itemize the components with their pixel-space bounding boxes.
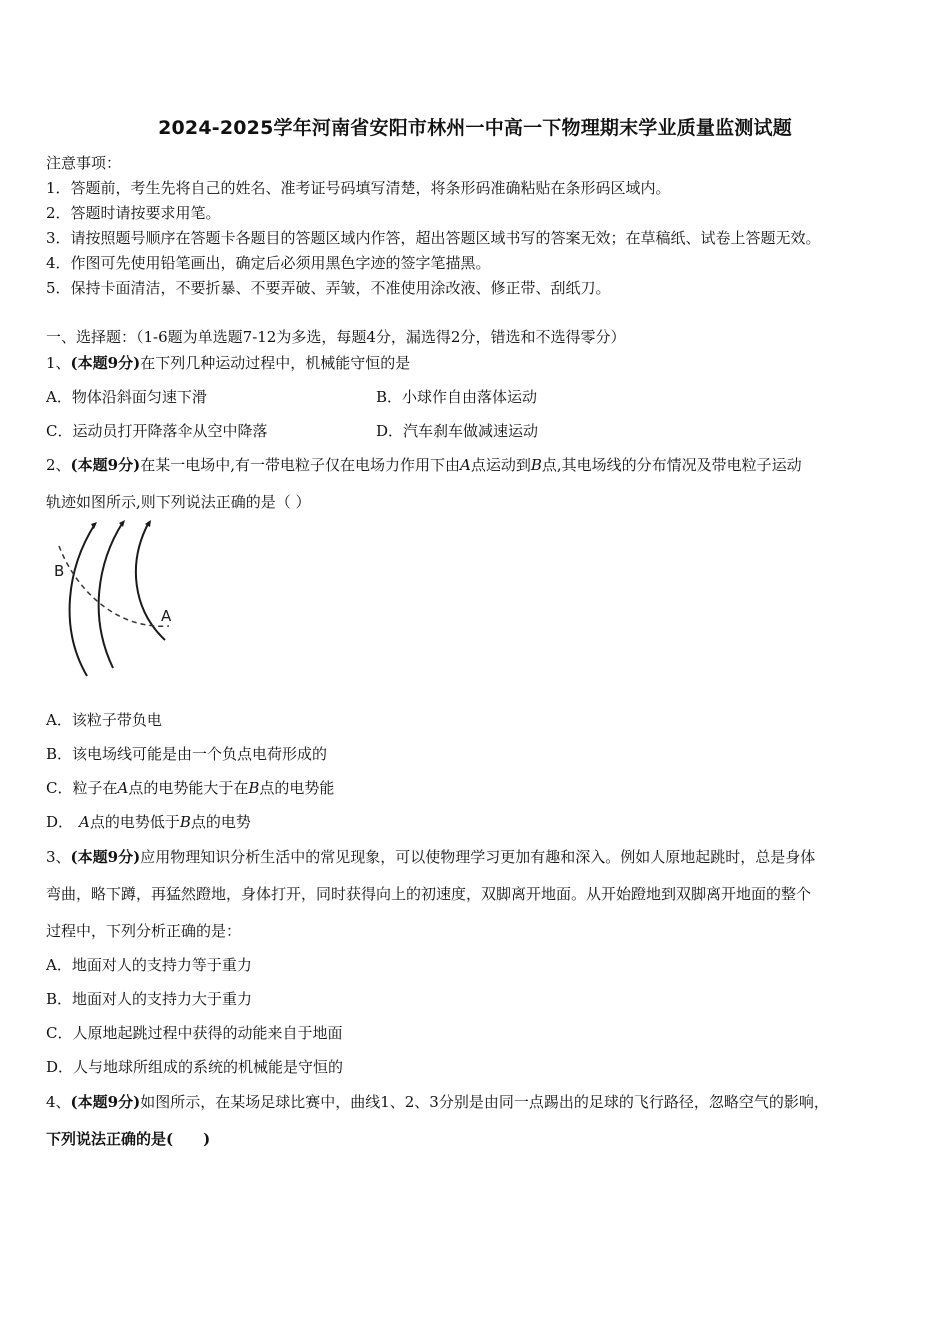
option-text: 点的电势能 (259, 779, 335, 797)
question-2-stem (46, 454, 802, 475)
question-3-stem (46, 846, 815, 867)
point-a-label: A (161, 607, 172, 625)
q1-option-c: C．运动员打开降落伞从空中降落 (46, 422, 268, 440)
q3-option-b: B．地面对人的支持力大于重力 (46, 990, 253, 1008)
option-text: C．粒子在 (46, 779, 118, 797)
question-3-stem-line3: 过程中，下列分析正确的是： (46, 922, 242, 940)
variable-b: B (530, 456, 542, 474)
q1-option-d: D．汽车刹车做减速运动 (376, 422, 539, 440)
q3-option-d: D．人与地球所组成的系统的机械能是守恒的 (46, 1058, 344, 1076)
figure-background (45, 518, 185, 678)
question-number: 3、 (46, 848, 71, 866)
question-text: 如图所示，在某场足球比赛中，曲线1、2、3分别是由同一点踢出的足球的飞行路径，忽略空气的影响， (140, 1093, 829, 1111)
question-2-stem-line2: 轨迹如图所示,则下列说法正确的是（ ） (46, 493, 311, 511)
page-title: 2024-2025学年河南省安阳市林州一中高一下物理期末学业质量监测试题 (158, 117, 792, 139)
question-number: 4、 (46, 1093, 71, 1111)
q2-option-b: B．该电场线可能是由一个负点电荷形成的 (46, 745, 328, 763)
question-tag: (本题9分) (70, 848, 141, 866)
notice-item: 5．保持卡面清洁，不要折暴、不要弄破、弄皱，不准使用涂改液、修正带、刮纸刀。 (46, 279, 611, 297)
q3-option-c: C．人原地起跳过程中获得的动能来自于地面 (46, 1024, 343, 1042)
question-1-stem (46, 352, 410, 373)
question-text: 点,其电场线的分布情况及带电粒子运动 (541, 456, 802, 474)
variable-a: A (459, 456, 471, 474)
question-text: 点运动到 (470, 456, 531, 474)
notice-item: 4．作图可先使用铅笔画出，确定后必须用黑色字迹的签字笔描黑。 (46, 254, 491, 272)
question-tag: (本题9分) (70, 1093, 141, 1111)
q1-option-b: B．小球作自由落体运动 (376, 388, 538, 406)
question-4-stem-line2: 下列说法正确的是( ) (46, 1130, 211, 1148)
question-number: 2、 (46, 456, 71, 474)
notice-item: 3．请按照题号顺序在答题卡各题目的答题区域内作答，超出答题区域书写的答案无效；在草稿纸、试卷上答题无效。 (46, 229, 821, 247)
electric-field-figure (45, 518, 185, 678)
question-text: 在某一电场中,有一带电粒子仅在电场力作用下由 (140, 456, 460, 474)
q1-option-a: A．物体沿斜面匀速下滑 (46, 388, 207, 406)
question-text: 应用物理知识分析生活中的常见现象，可以使物理学习更加有趣和深入。例如人原地起跳时，总是身体 (140, 848, 816, 866)
section-heading: 一、选择题：（1-6题为单选题7-12为多选，每题4分，漏选得2分，错选和不选得零分） (46, 328, 626, 346)
notice-item: 2．答题时请按要求用笔。 (46, 204, 221, 222)
q2-option-c (46, 777, 334, 798)
option-text: 点的电势 (190, 813, 251, 831)
q2-option-d (46, 811, 251, 832)
option-text: D． (46, 813, 74, 831)
question-4-stem (46, 1091, 829, 1112)
variable-a: A (79, 813, 90, 831)
variable-a: A (117, 779, 129, 797)
question-tag: (本题9分) (70, 456, 141, 474)
variable-b: B (179, 813, 191, 831)
question-text: 在下列几种运动过程中，机械能守恒的是 (140, 354, 411, 372)
question-tag: (本题9分) (70, 354, 141, 372)
q3-option-a: A．地面对人的支持力等于重力 (46, 956, 252, 974)
variable-b: B (248, 779, 260, 797)
option-text: 点的电势能大于在 (128, 779, 249, 797)
point-b-label: B (54, 562, 65, 580)
q2-option-a: A．该粒子带负电 (46, 711, 162, 729)
question-number: 1、 (46, 354, 71, 372)
notice-item: 1．答题前，考生先将自己的姓名、准考证号码填写清楚，将条形码准确粘贴在条形码区域内。 (46, 179, 671, 197)
option-text: 点的电势低于 (89, 813, 180, 831)
notice-heading: 注意事项： (46, 154, 122, 172)
question-3-stem-line2: 弯曲，略下蹲，再猛然蹬地，身体打开，同时获得向上的初速度，双脚离开地面。从开始蹬地到双脚离开地面的整个 (46, 885, 812, 903)
